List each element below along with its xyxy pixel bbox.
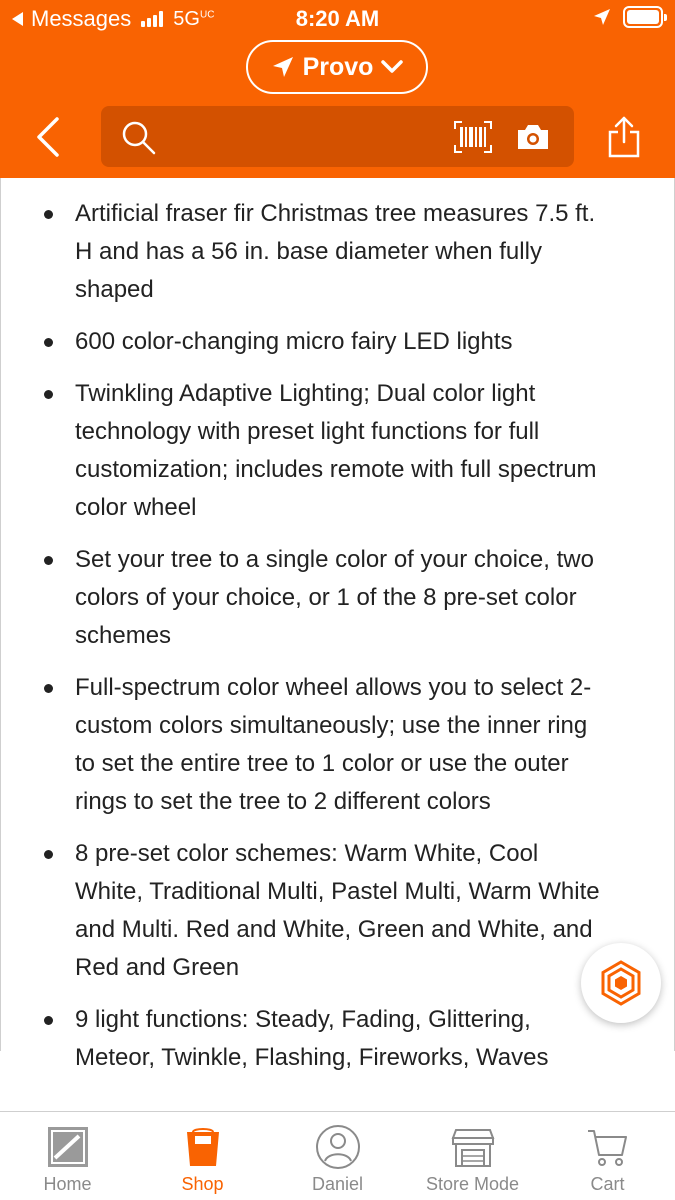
camera-icon[interactable] bbox=[515, 122, 551, 152]
location-arrow-icon bbox=[271, 55, 295, 79]
cart-icon bbox=[586, 1127, 630, 1167]
feature-text: 8 pre-set color schemes: Warm White, Cool White, Traditional Multi, Pastel Multi, Warm White and Multi. Red and White, Green and White, and Red and Green bbox=[75, 840, 600, 981]
tab-shop[interactable] bbox=[135, 1112, 270, 1200]
hexagon-logo-icon bbox=[597, 959, 645, 1007]
feature-list bbox=[1, 178, 674, 1077]
list-item bbox=[1, 541, 674, 655]
person-icon bbox=[315, 1124, 361, 1170]
assistant-button[interactable] bbox=[581, 943, 661, 1023]
list-item bbox=[1, 323, 674, 361]
tab-label: Cart bbox=[590, 1174, 625, 1194]
product-details[interactable] bbox=[0, 178, 675, 1071]
feature-text: 9 light functions: Steady, Fading, Glittering, Meteor, Twinkle, Flashing, Fireworks, Waves bbox=[75, 1006, 549, 1071]
list-item bbox=[1, 669, 674, 821]
list-item bbox=[1, 835, 674, 987]
app-header bbox=[0, 0, 675, 178]
barcode-icon[interactable] bbox=[454, 121, 492, 153]
chevron-down-icon bbox=[381, 60, 403, 74]
feature-text: Set your tree to a single color of your choice, two colors of your choice, or 1 of the 8 pre-set color schemes bbox=[75, 546, 594, 649]
list-item bbox=[1, 375, 674, 527]
home-depot-logo-icon bbox=[47, 1126, 89, 1168]
bullet-icon bbox=[44, 210, 53, 219]
bullet-icon bbox=[44, 390, 53, 399]
bullet-icon bbox=[44, 1016, 53, 1025]
search-bar[interactable] bbox=[101, 106, 574, 167]
bullet-icon bbox=[44, 556, 53, 565]
feature-text: Full-spectrum color wheel allows you to select 2-custom colors simultaneously; use the inner ring to set the entire tree to 1 color or use the outer rings to set the tree to 2 different colors bbox=[75, 674, 592, 815]
tab-home[interactable] bbox=[0, 1112, 135, 1200]
store-icon bbox=[448, 1126, 498, 1168]
feature-text: Twinkling Adaptive Lighting; Dual color light technology with preset light functions for full customization; includes remote with full spectrum color wheel bbox=[75, 380, 597, 521]
location-services-icon bbox=[593, 8, 611, 26]
bullet-icon bbox=[44, 684, 53, 693]
tab-account[interactable] bbox=[270, 1112, 405, 1200]
tab-label: Store Mode bbox=[425, 1174, 520, 1194]
battery-icon bbox=[623, 6, 663, 28]
feature-text: Artificial fraser fir Christmas tree measures 7.5 ft. H and has a 56 in. base diameter when fully shaped bbox=[75, 200, 596, 303]
back-app-label: Messages bbox=[31, 6, 132, 31]
back-button[interactable] bbox=[28, 112, 68, 162]
tab-cart[interactable] bbox=[540, 1112, 675, 1200]
feature-text: 600 color-changing micro fairy LED lights bbox=[75, 328, 513, 355]
bottom-tab-bar bbox=[0, 1111, 675, 1200]
status-time: 8:20 AM bbox=[295, 6, 380, 31]
search-icon bbox=[121, 120, 157, 156]
share-button[interactable] bbox=[600, 112, 648, 162]
share-icon bbox=[607, 116, 641, 158]
tab-label: Daniel bbox=[311, 1174, 364, 1194]
bullet-icon bbox=[44, 338, 53, 347]
network-label: $5G^{UC}$ bbox=[173, 7, 215, 30]
bucket-icon bbox=[183, 1126, 223, 1168]
status-right bbox=[593, 6, 663, 28]
store-location-label: Provo bbox=[302, 52, 374, 81]
back-chevron-icon bbox=[36, 117, 60, 157]
list-item bbox=[1, 1001, 674, 1077]
list-item bbox=[1, 195, 674, 309]
tab-store-mode[interactable] bbox=[405, 1112, 540, 1200]
tab-label: Shop bbox=[181, 1174, 224, 1194]
store-location-button[interactable] bbox=[246, 40, 428, 94]
tab-label: Home bbox=[43, 1174, 92, 1194]
bullet-icon bbox=[44, 850, 53, 859]
status-bar bbox=[0, 0, 675, 38]
